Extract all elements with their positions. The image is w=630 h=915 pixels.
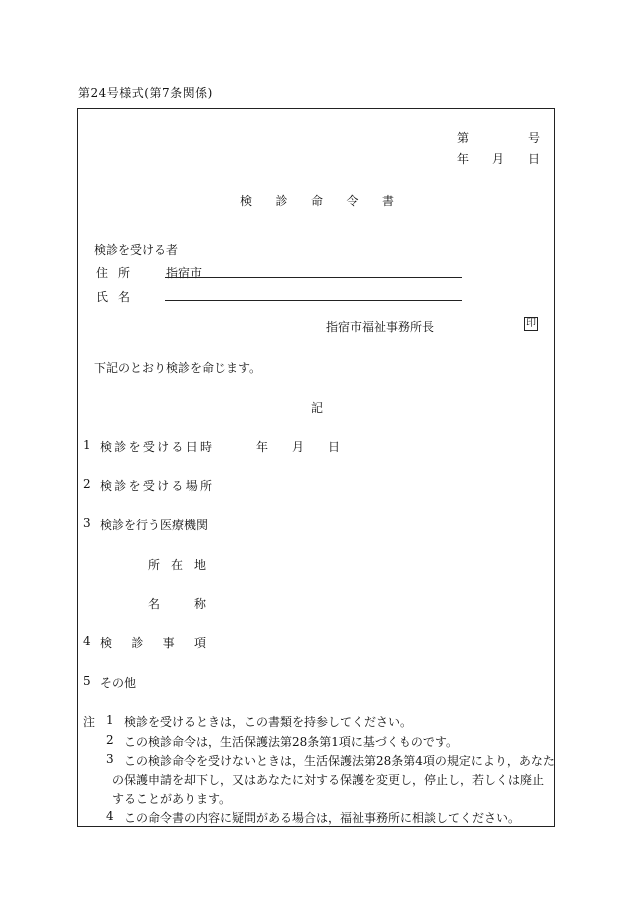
item-2-label: 検 診 を 受 け る 場 所 xyxy=(100,479,212,493)
address-label: 住 所 xyxy=(96,266,130,280)
number-suffix: 号 xyxy=(528,131,541,145)
number-prefix: 第 xyxy=(457,131,470,145)
note-4-number: 4 xyxy=(106,809,114,823)
item-5-label: その他 xyxy=(100,676,137,690)
name-label: 氏 名 xyxy=(96,290,130,304)
address-underline xyxy=(165,277,462,278)
item-2-number: 2 xyxy=(83,477,91,491)
order-document-frame xyxy=(77,108,555,827)
name-underline xyxy=(165,300,462,301)
intro-text: 下記のとおり検診を命じます。 xyxy=(94,361,262,375)
item-3-sub-name: 名 称 xyxy=(148,597,206,611)
item-4-number: 4 xyxy=(83,634,91,648)
note-3-line-1: この検診命令を受けないときは，生活保護法第28条第4項の規定により，あなた xyxy=(124,754,555,768)
note-3-number: 3 xyxy=(106,752,114,766)
item-4-label: 検 診 事 項 xyxy=(100,636,206,650)
item-3-sub-location: 所 在 地 xyxy=(148,558,206,572)
item-1-month: 月 xyxy=(292,440,305,454)
note-3-line-3: することがあります。 xyxy=(112,792,232,806)
ki-heading: 記 xyxy=(311,401,324,415)
document-title: 検 診 命 令 書 xyxy=(240,194,394,208)
note-4-text: この命令書の内容に疑問がある場合は，福祉事務所に相談してください。 xyxy=(124,811,521,825)
item-1-year: 年 xyxy=(256,440,269,454)
item-5-number: 5 xyxy=(83,674,91,688)
note-2-number: 2 xyxy=(106,733,114,747)
item-1-label: 検 診 を 受 け る 日 時 xyxy=(100,440,212,454)
form-number-label: 第24号様式(第7条関係) xyxy=(78,86,213,100)
item-3-label: 検診を行う医療機関 xyxy=(100,518,209,532)
address-value: 指宿市 xyxy=(166,266,203,280)
seal-box: 印 xyxy=(526,318,536,329)
notes-label: 注 xyxy=(83,715,96,729)
note-1-number: 1 xyxy=(106,713,114,727)
date-month: 月 xyxy=(492,152,505,166)
issuer-name: 指宿市福祉事務所長 xyxy=(326,320,435,334)
item-3-number: 3 xyxy=(83,516,91,530)
note-3-line-2: の保護申請を却下し，又はあなたに対する保護を変更し，停止し，若しくは廃止 xyxy=(112,773,545,787)
item-1-day: 日 xyxy=(328,440,341,454)
date-year: 年 xyxy=(457,152,470,166)
note-2-text: この検診命令は，生活保護法第28条第1項に基づくものです。 xyxy=(124,735,458,749)
note-1-text: 検診を受けるときは，この書類を持参してください。 xyxy=(124,715,413,729)
recipient-heading: 検診を受ける者 xyxy=(94,243,179,257)
date-day: 日 xyxy=(528,152,541,166)
item-1-number: 1 xyxy=(83,438,91,452)
